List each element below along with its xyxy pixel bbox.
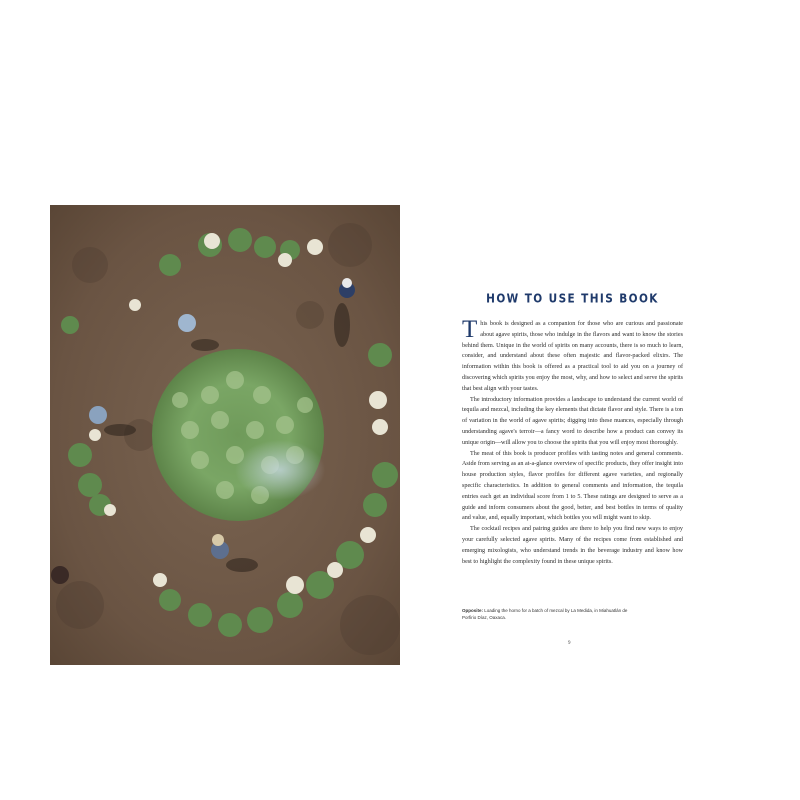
paragraph-4: The cocktail recipes and pairing guides are there to help you find new ways to enjoy your carefully selected agave spirits. Many of the recipes come from established and emerging mixologists, who understand trends in the beverage industry and know how best to highlight the complexity found in these unique spirits. xyxy=(462,526,683,565)
photo-caption xyxy=(462,607,642,621)
caption-text: Loading the horno for a batch of mezcal by La Medida, in Miahuatlán de Porfirio Díaz, Oaxaca. xyxy=(462,608,628,620)
paragraph-1 xyxy=(462,316,683,395)
body-text xyxy=(462,316,683,567)
drop-cap: T xyxy=(462,316,478,343)
paragraph-1-text: his book is designed as a companion for those who are curious and passionate about agave spirits, those who indulge in the flavors and want to know the stories behind them. Unique in the world of spirits on many accounts, there is so much to learn, consider, and understand about these often majestic and flavor-packed elixirs. The information within this book is offered as a practical tool to aid you on a journey of discovering which spirits you enjoy the most, why, and how to select and serve the spirits that best align with your tastes. xyxy=(462,321,683,392)
page-number: 9 xyxy=(568,641,571,646)
page-title: HOW TO USE THIS BOOK xyxy=(486,292,659,306)
caption-label: Opposite: xyxy=(462,608,483,613)
paragraph-3: The meat of this book is producer profiles with tasting notes and general comments. Aside from serving as an at-a-glance overview of specific products, they offer insight into house production styles, flavor profiles for different agave varieties, and regionally specific characteristics. In addition to general comments and information, the tequila entries each get an individual score from 1 to 5. These ratings are designed to serve as a guide and inform consumers about the good, better, and best bottles in terms of quality and value, and, equally important, which bottles you will might want to skip. xyxy=(462,450,683,522)
agave-roasting-photo xyxy=(50,205,400,665)
photo-illustration xyxy=(50,205,400,665)
text-page xyxy=(462,293,683,567)
paragraph-2: The introductory information provides a landscape to understand the current world of tequila and mezcal, including the key elements that dictate flavor and style. There is a ton of variation in the world of agave spirits; digging into these nuances, especially through understanding agave's terroir—a fancy word to describe how a product can convey its unique origin—will allow you to choose the spirits that you will enjoy most thoroughly. xyxy=(462,396,683,446)
